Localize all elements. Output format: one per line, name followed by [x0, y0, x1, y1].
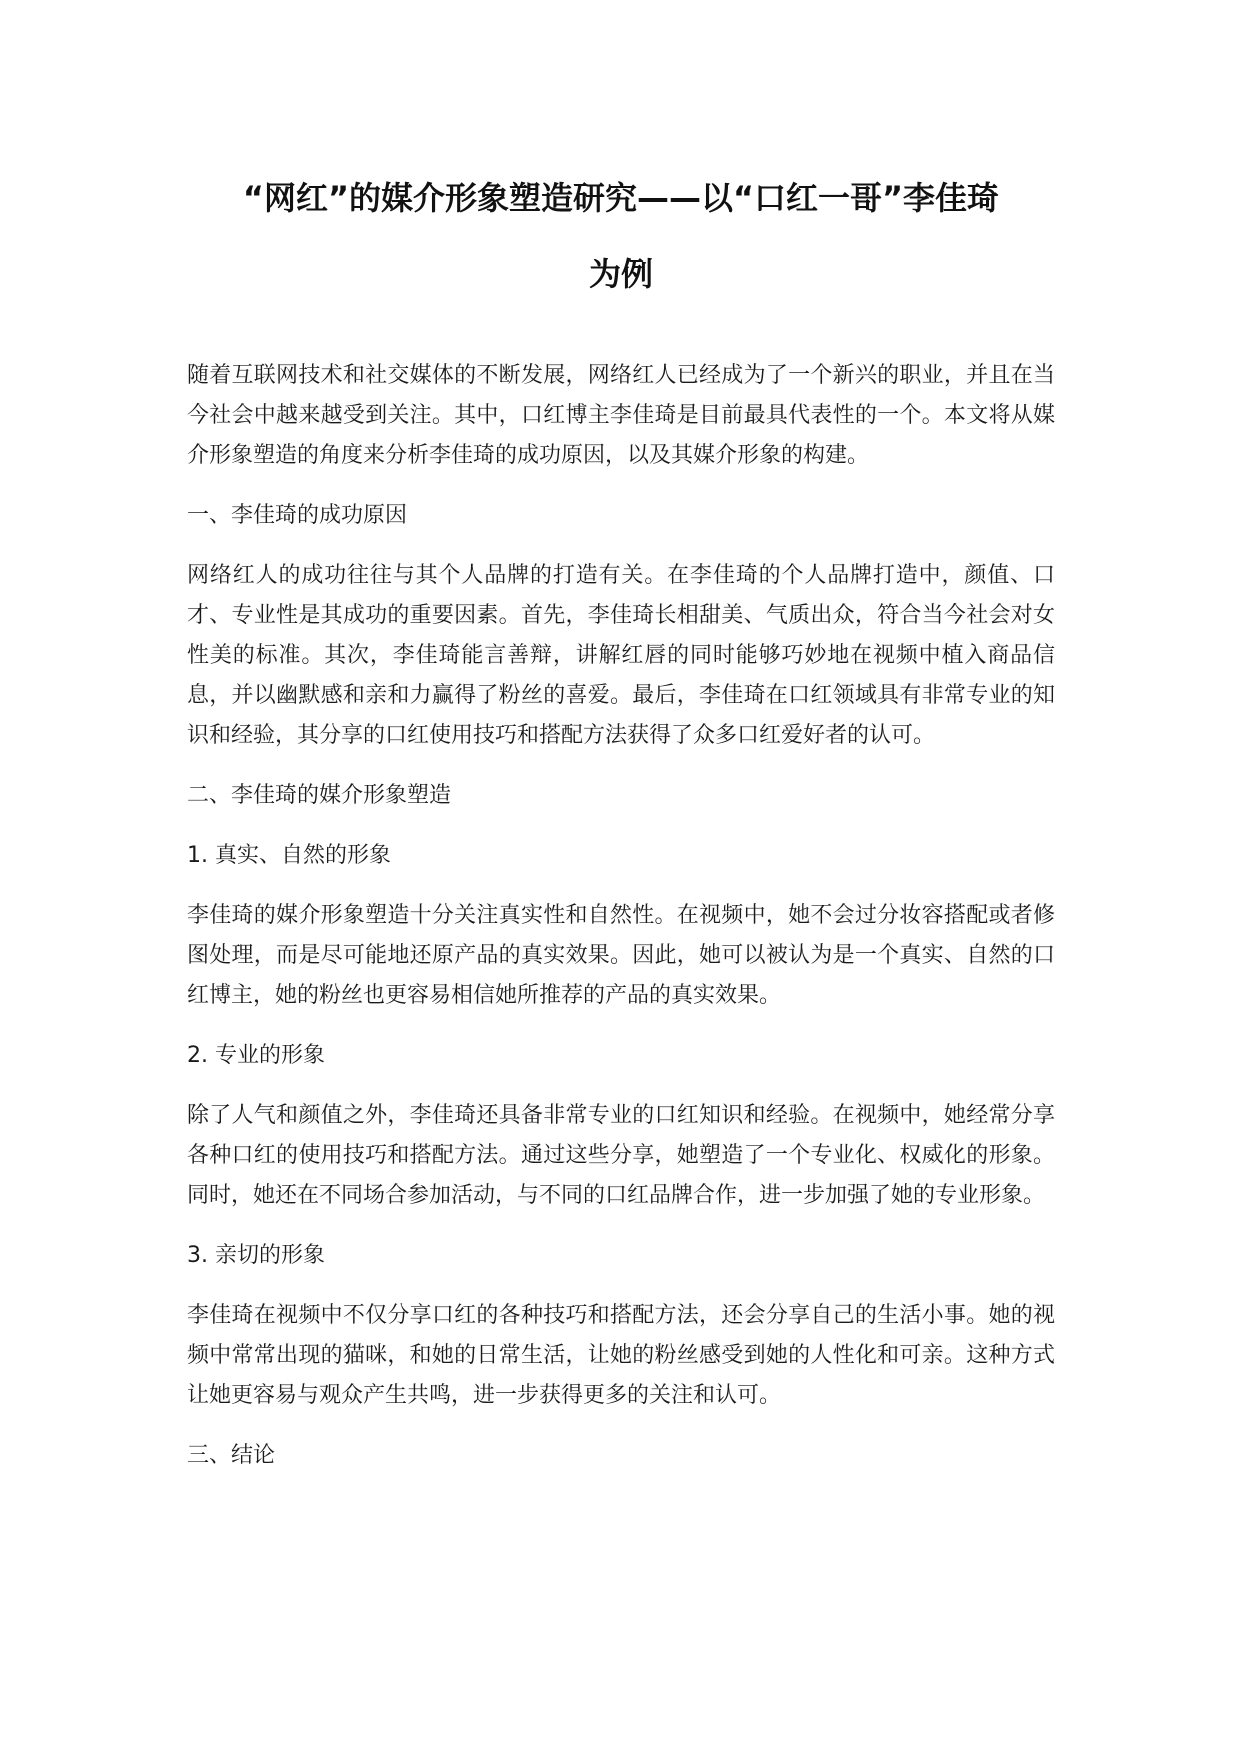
- document-body: [187, 356, 1055, 1496]
- subsection-3-paragraph: 李佳琦在视频中不仅分享口红的各种技巧和搭配方法，还会分享自己的生活小事。她的视频中常常出现的猫咪，和她的日常生活，让她的粉丝感受到她的人性化和可亲。这种方式让她更容易与观众产生共鸣，进一步获得更多的关注和认可。: [187, 1303, 1055, 1408]
- subsection-1-paragraph: 李佳琦的媒介形象塑造十分关注真实性和自然性。在视频中，她不会过分妆容搭配或者修图处理，而是尽可能地还原产品的真实效果。因此，她可以被认为是一个真实、自然的口红博主，她的粉丝也更容易相信她所推荐的产品的真实效果。: [187, 903, 1055, 1008]
- subsection-2-paragraph: 除了人气和颜值之外，李佳琦还具备非常专业的口红知识和经验。在视频中，她经常分享各种口红的使用技巧和搭配方法。通过这些分享，她塑造了一个专业化、权威化的形象。同时，她还在不同场合参加活动，与不同的口红品牌合作，进一步加强了她的专业形象。: [187, 1103, 1055, 1208]
- section-heading-3: 三、结论: [187, 1443, 276, 1468]
- document-title-line-1: “网红”的媒介形象塑造研究——以“口红一哥”李佳琦: [242, 179, 1000, 217]
- document-title-line-2: 为例: [588, 255, 653, 293]
- subsection-heading-1: 1. 真实、自然的形象: [187, 843, 391, 868]
- section-1-paragraph: 网络红人的成功往往与其个人品牌的打造有关。在李佳琦的个人品牌打造中，颜值、口才、专业性是其成功的重要因素。首先，李佳琦长相甜美、气质出众，符合当今社会对女性美的标准。其次，李佳琦能言善辩，讲解红唇的同时能够巧妙地在视频中植入商品信息，并以幽默感和亲和力赢得了粉丝的喜爱。最后，李佳琦在口红领域具有非常专业的知识和经验，其分享的口红使用技巧和搭配方法获得了众多口红爱好者的认可。: [187, 563, 1055, 748]
- subsection-heading-3: 3. 亲切的形象: [187, 1243, 325, 1268]
- intro-paragraph: 随着互联网技术和社交媒体的不断发展，网络红人已经成为了一个新兴的职业，并且在当今社会中越来越受到关注。其中，口红博主李佳琦是目前最具代表性的一个。本文将从媒介形象塑造的角度来分析李佳琦的成功原因，以及其媒介形象的构建。: [187, 363, 1055, 468]
- section-heading-1: 一、李佳琦的成功原因: [187, 503, 408, 528]
- section-heading-2: 二、李佳琦的媒介形象塑造: [187, 783, 452, 808]
- subsection-heading-2: 2. 专业的形象: [187, 1043, 325, 1068]
